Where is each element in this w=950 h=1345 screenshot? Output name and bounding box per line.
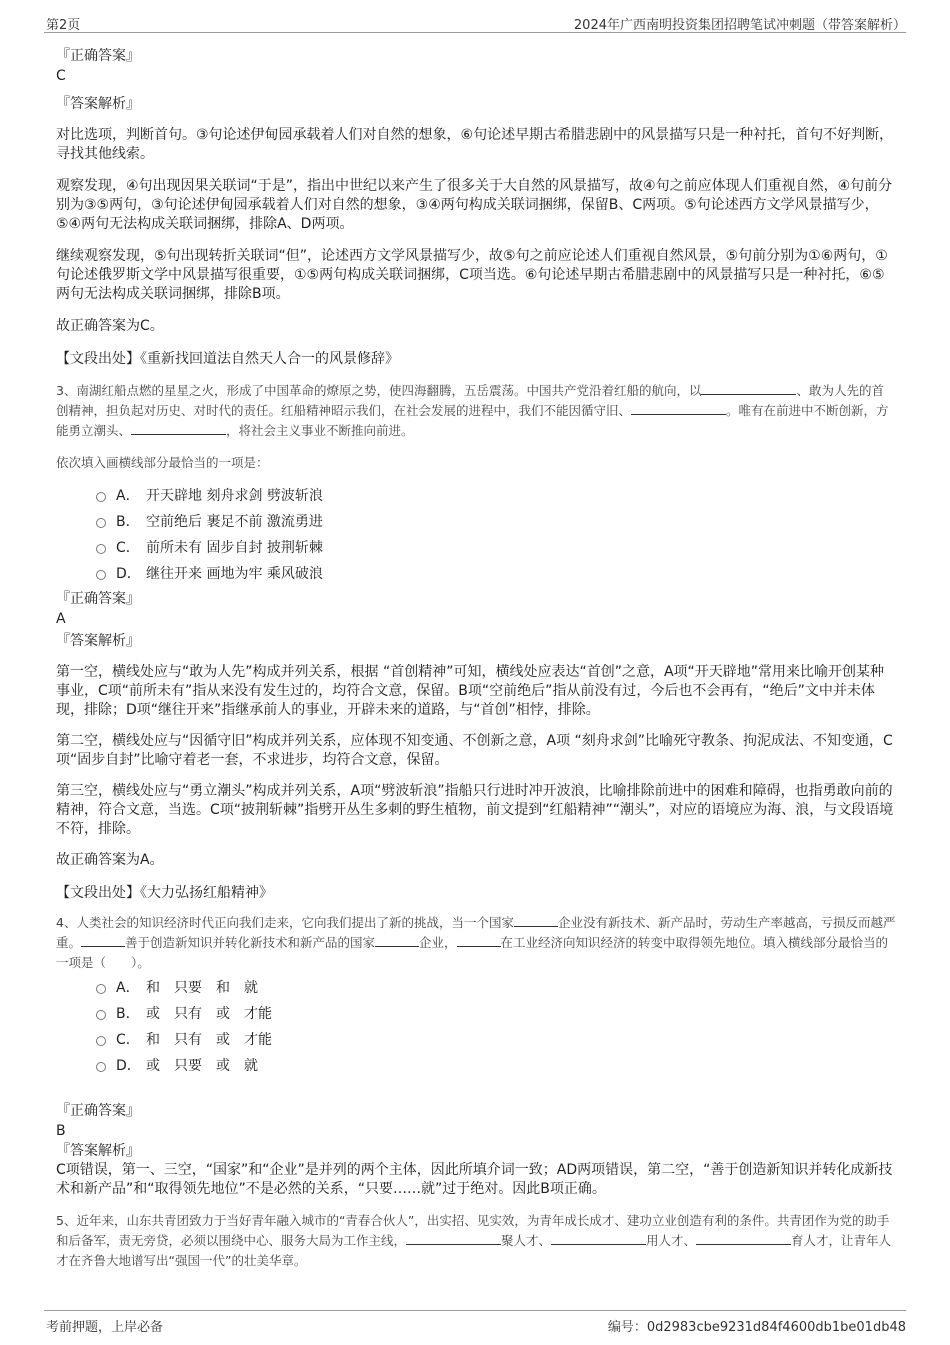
radio-button[interactable] [96, 1062, 106, 1072]
analysis-paragraph: 继续观察发现，⑤句出现转折关联词“但”，论述西方文学风景描写少，故⑤句之前应论述人们重视自然风景，⑤句前分别为①⑥两句，①句论述俄罗斯文学中风景描写很重要，①⑤两句构成关联词捆绑，C项当选。⑥句论述早期古希腊悲剧中的风景描写只是一种衬托，⑥⑤两句无法构成关联词捆绑，排除B项。 [56, 248, 888, 302]
option-a[interactable]: A． 开天辟地 刻舟求剑 劈波斩浪 [96, 483, 896, 509]
radio-button[interactable] [96, 1036, 106, 1046]
source-citation: 【文段出处】《重新找回道法自然天人合一的风景修辞》 [56, 351, 399, 367]
option-c[interactable]: C． 和 只有 或 才能 [96, 1027, 896, 1053]
question-stem: 3、南湖红船点燃的星星之火，形成了中国革命的燎原之势，使四海翻腾，五岳震荡。中国共产党沿着红船的航向，以 、敢为人先的首创精神，担负起对历史、对时代的责任。红船精神昭示我们，在社会发展的进程中，我们不能因循守旧、 。唯有在前进中不断创新，方能勇立潮头、 ，将社会主义事业不断推向前进。 [56, 383, 889, 438]
question-stem: 5、近年来，山东共青团致力于当好青年融入城市的“青春合伙人”，出实招、见实效，为青年成长成才、建功立业创造有利的条件。共青团作为党的助手和后备军，责无旁贷，必须以围绕中心、服务大局为工作主线， 聚人才、 用人才、 育人才，让青年人才在齐鲁大地谱写出“强国一代”的壮美华章。 [56, 1213, 892, 1268]
question-5 [56, 1211, 896, 1271]
analysis-label: 『答案解析』 [56, 633, 140, 649]
fill-blank [701, 382, 796, 395]
question-instruction: 依次填入画横线部分最恰当的一项是： [56, 455, 269, 470]
fill-blank [551, 1232, 646, 1245]
analysis-paragraph: 第三空，横线处应与“勇立潮头”构成并列关系，A项“劈波斩浪”指船只行进时冲开波浪，比喻排除前进中的困难和障碍，也指勇敢向前的精神，符合文意，当选。C项“披荆斩棘”指劈开丛生多刺的野生植物，前文提到“红船精神”“潮头”，对应的语境应为海、浪，与文段语境不符，排除。 [56, 783, 894, 837]
question-stem: 4、人类社会的知识经济时代正向我们走来，它向我们提出了新的挑战，当一个国家 企业没有新技术、新产品时，劳动生产率越高，亏损反而越严重。 善于创造新知识并转化新技术和新产品的国家 企业， 在工业经济向知识经济的转变中取得领先地位。填入横线部分最恰当的一项是（ ）。 [56, 915, 896, 970]
answer-label: 『正确答案』 [56, 1103, 140, 1119]
answer-label: 『正确答案』 [56, 48, 140, 64]
radio-button[interactable] [96, 984, 106, 994]
fill-blank [457, 934, 501, 947]
radio-button[interactable] [96, 1010, 106, 1020]
document-body [56, 44, 896, 1271]
fill-blank [696, 1232, 791, 1245]
option-d[interactable]: D． 或 只要 或 就 [96, 1053, 896, 1079]
answer-label: 『正确答案』 [56, 591, 140, 607]
option-d[interactable]: D． 继往开来 画地为牢 乘风破浪 [96, 561, 896, 587]
fill-blank [81, 934, 125, 947]
page-number: 第2页 [46, 18, 81, 33]
document-code: 编号：0d2983cbe9231d84f4600db1be01db48 [607, 1320, 906, 1335]
option-a[interactable]: A． 和 只要 和 就 [96, 975, 896, 1001]
answer-value: A [56, 611, 66, 627]
option-list [56, 483, 896, 587]
question-3 [56, 381, 896, 903]
analysis-paragraph: 第二空，横线处应与“因循守旧”构成并列关系，应体现不知变通、不创新之意，A项 “刻舟求剑”比喻死守教条、拘泥成法、不知变通，C项“固步自封”比喻守着老一套，不求进步，均符合文意，保留。 [56, 733, 893, 768]
analysis-label: 『答案解析』 [56, 1143, 140, 1159]
option-b[interactable]: B． 或 只有 或 才能 [96, 1001, 896, 1027]
question-4 [56, 913, 896, 1199]
radio-button[interactable] [96, 518, 106, 528]
conclusion: 故正确答案为A。 [56, 852, 164, 868]
fill-blank [131, 422, 226, 435]
fill-blank [375, 934, 419, 947]
answer-value: C [56, 68, 66, 84]
footer-slogan: 考前押题，上岸必备 [46, 1320, 164, 1335]
radio-button[interactable] [96, 544, 106, 554]
fill-blank [631, 402, 726, 415]
option-c[interactable]: C． 前所未有 固步自封 披荆斩棘 [96, 535, 896, 561]
source-citation: 【文段出处】《大力弘扬红船精神》 [56, 885, 273, 901]
option-b[interactable]: B． 空前绝后 裹足不前 激流勇进 [96, 509, 896, 535]
document-title: 2024年广西南明投资集团招聘笔试冲刺题（带答案解析） [573, 18, 906, 33]
radio-button[interactable] [96, 492, 106, 502]
radio-button[interactable] [96, 570, 106, 580]
fill-blank [406, 1232, 501, 1245]
answer-value: B [56, 1123, 66, 1139]
option-list [56, 975, 896, 1079]
conclusion: 故正确答案为C。 [56, 318, 164, 334]
fill-blank [514, 914, 558, 927]
analysis-paragraph: 对比选项，判断首句。③句论述伊甸园承载着人们对自然的想象，⑥句论述早期古希腊悲剧中的风景描写只是一种衬托，首句不好判断，寻找其他线索。 [56, 127, 894, 162]
analysis-label: 『答案解析』 [56, 96, 140, 112]
page-header [44, 12, 906, 33]
analysis-paragraph: C项错误，第一、三空，“国家”和“企业”是并列的两个主体，因此所填介词一致；AD两项错误，第二空，“善于创造新知识并转化成新技术和新产品”和“取得领先地位”不是必然的关系，“只要……就”过于绝对。因此B项正确。 [56, 1162, 893, 1197]
analysis-paragraph: 观察发现，④句出现因果关联词“于是”，指出中世纪以来产生了很多关于大自然的风景描写，故④句之前应体现人们重视自然，④句前分别为③⑤两句，③句论述伊甸园承载着人们对自然的想象，③④两句构成关联词捆绑，保留B、C两项。⑤句论述西方文学风景描写少，⑤④两句无法构成关联词捆绑，排除A、D两项。 [56, 178, 893, 232]
analysis-paragraph: 第一空，横线处应与“敢为人先”构成并列关系，根据 “首创精神”可知，横线处应表达“首创”之意，A项“开天辟地”常用来比喻开创某种事业，C项“前所未有”指从来没有发生过的，均符合文意，保留。B项“空前绝后”指从前没有过，今后也不会再有，“绝后”文中并未体现，排除；D项“继往开来”指继承前人的事业，开辟未来的道路，与“首创”相悖，排除。 [56, 664, 885, 718]
q2-answer-block [56, 46, 896, 369]
page-footer [44, 1310, 906, 1337]
